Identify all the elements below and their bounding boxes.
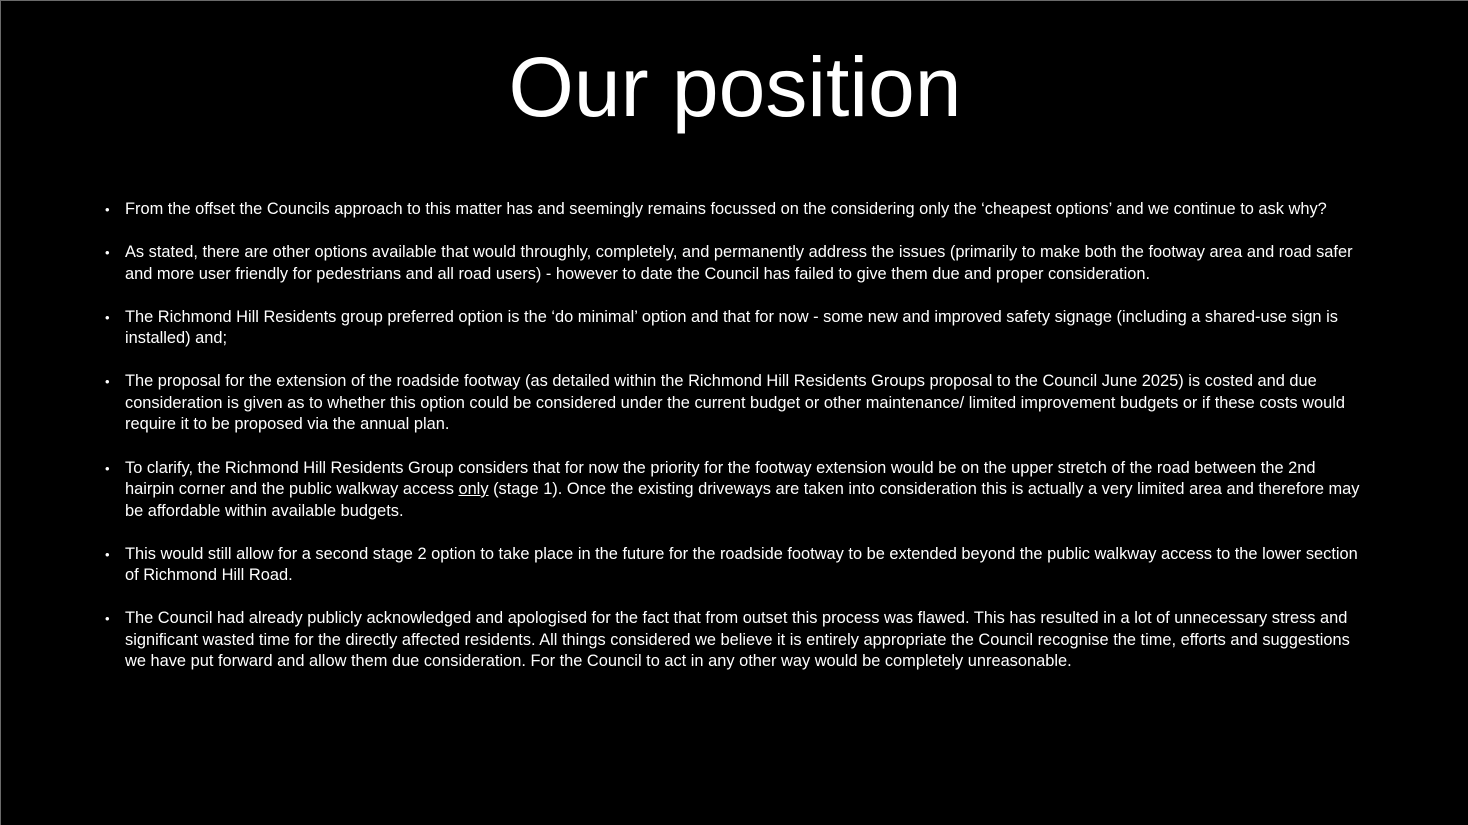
bullet-item-other-options xyxy=(105,242,1365,285)
bullet-icon: • xyxy=(105,546,110,562)
bullet-icon: • xyxy=(105,202,110,217)
slide-title: Our position xyxy=(508,40,962,134)
bullet-text: The Council had already publicly acknowledged and apologised for the fact that from outset this process was flawed. This has resulted in a lot of unnecessary stress and significant wasted time for the directly affected residents. All things considered we believe it is entirely appropriate the Council recognise the time, efforts and suggestions we have put forward and allow them due consideration. For the Council to act in any other way would be completely unreasonable. xyxy=(125,609,1350,670)
bullet-item-clarify-stage-1 xyxy=(105,458,1365,523)
bullet-item-footway-proposal xyxy=(105,371,1365,436)
bullet-text: From the offset the Councils approach to this matter has and seemingly remains focussed on the considering only the ‘cheapest options’ and we continue to ask why? xyxy=(125,200,1327,218)
bullet-text: The proposal for the extension of the roadside footway (as detailed within the Richmond Hill Residents Groups proposal to the Council June 2025) is costed and due consideration is given as to whether this option could be considered under the current budget or other maintenance/ limited improvement budgets or if these costs would require it to be proposed via the annual plan. xyxy=(125,372,1345,433)
bullet-icon: • xyxy=(105,309,110,325)
bullet-icon: • xyxy=(105,245,110,260)
bullet-text-after: (stage 1). Once the existing driveways are taken into consideration this is actually a very limited area and therefore may be affordable within available budgets. xyxy=(125,480,1360,520)
bullet-text-underlined: only xyxy=(458,480,489,498)
bullet-text: As stated, there are other options available that would throughly, completely, and permanently address the issues (primarily to make both the footway area and road safer and more user friendly for pedestrians and all road users) - however to date the Council has failed to give them due and proper consideration. xyxy=(125,243,1353,283)
bullet-text: The Richmond Hill Residents group preferred option is the ‘do minimal’ option and that for now - some new and improved safety signage (including a shared-use sign is installed) and; xyxy=(125,307,1338,347)
bullet-icon: • xyxy=(105,611,110,626)
bullet-item-council-acknowledged xyxy=(105,608,1365,673)
bullet-text: This would still allow for a second stage 2 option to take place in the future for the roadside footway to be extended beyond the public walkway access to the lower section of Richmond Hill Road. xyxy=(125,544,1358,584)
bullet-text-before: To clarify, the Richmond Hill Residents Group considers that for now the priority for the footway extension would be on the upper stretch of the road between the 2nd hairpin corner and the public walkway access xyxy=(125,458,1316,498)
bullet-icon: • xyxy=(105,460,110,476)
bullet-list xyxy=(105,199,1365,694)
bullet-icon: • xyxy=(105,374,110,389)
bullet-item-stage-2 xyxy=(105,544,1365,587)
bullet-item-preferred-option xyxy=(105,307,1365,350)
bullet-item-cheapest-options xyxy=(105,199,1365,221)
